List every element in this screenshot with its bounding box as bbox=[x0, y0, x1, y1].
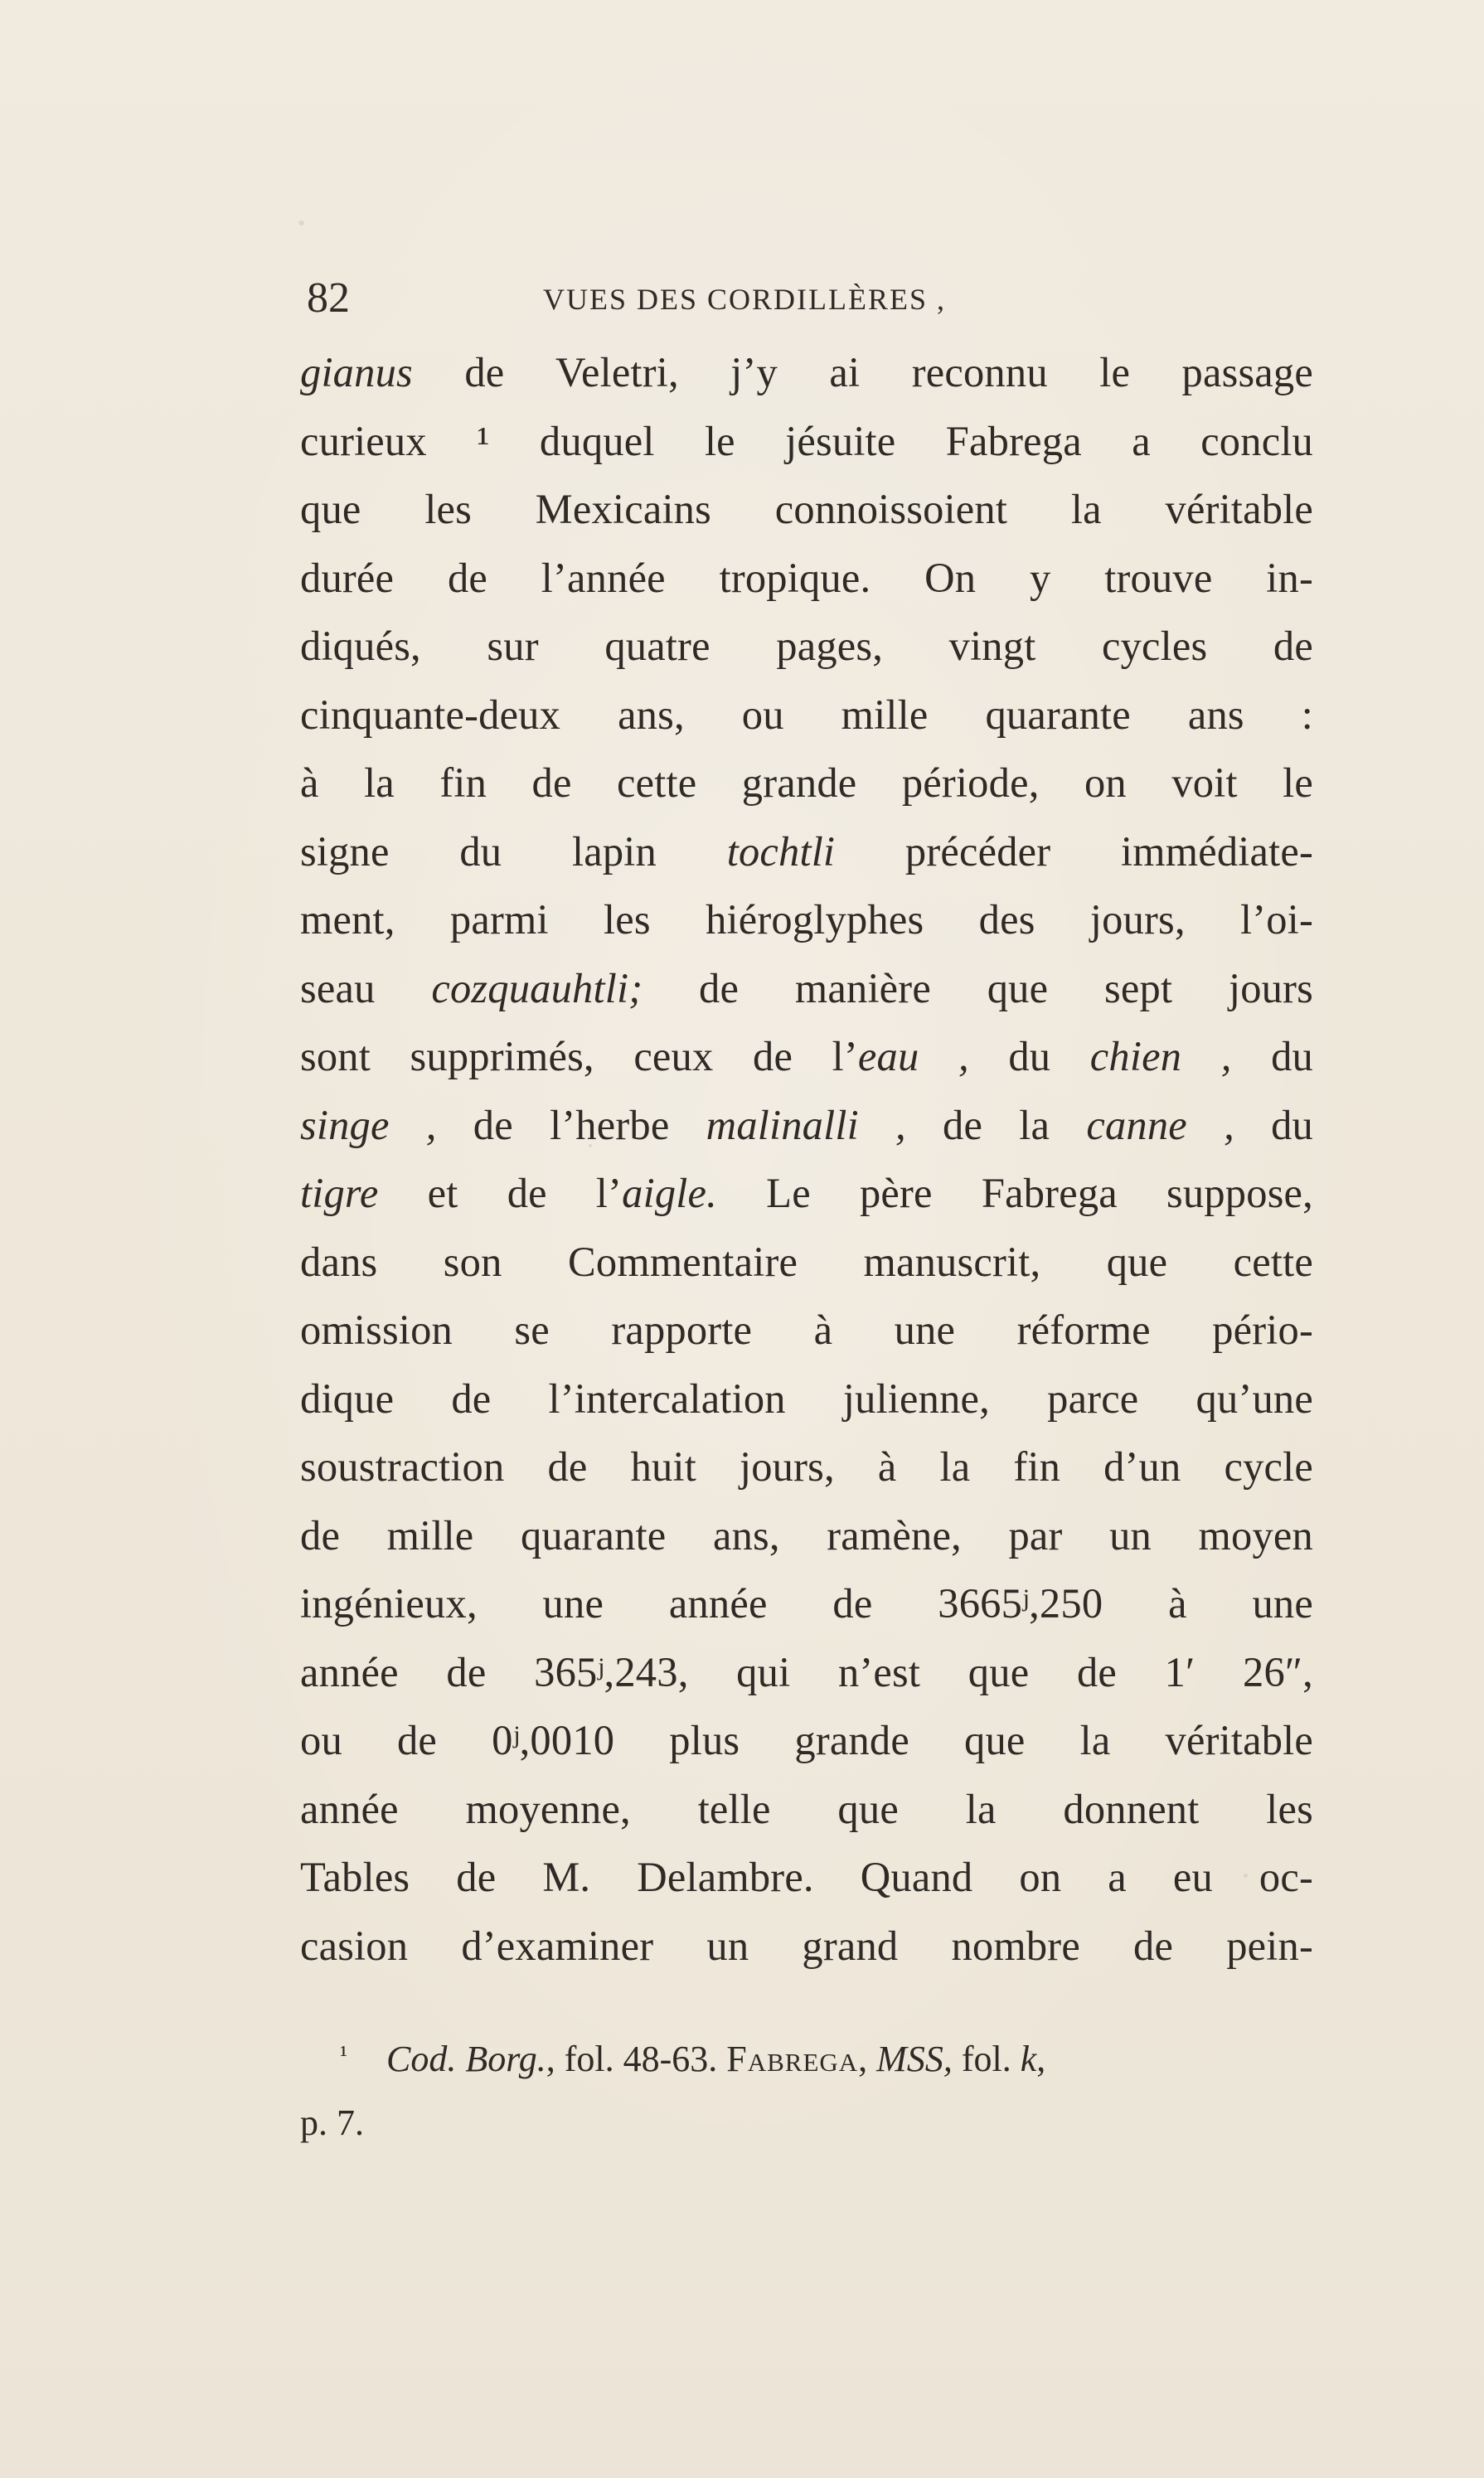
text-line: à la fin de cette grande période, on voit le bbox=[300, 759, 1313, 806]
text-line: signe du lapin tochtli précéder immédiate- bbox=[300, 827, 1313, 875]
text-line: année moyenne, telle que la donnent les bbox=[300, 1785, 1313, 1832]
text-line: ment, parmi les hiéroglyphes des jours, l’oi- bbox=[300, 896, 1313, 943]
text-line: sont supprimés, ceux de l’eau , du chien , du bbox=[300, 1033, 1314, 1079]
text-line: que les Mexicains connoissoient la véritable bbox=[300, 486, 1313, 532]
text-line: omission se rapporte à une réforme pério- bbox=[300, 1307, 1313, 1353]
text-line: tigre et de l’aigle. Le père Fabrega suppose, bbox=[300, 1170, 1313, 1216]
footnote-line-1 bbox=[300, 2021, 1313, 2089]
footnote-mark: ¹ bbox=[340, 2041, 347, 2068]
footnote bbox=[300, 2021, 1313, 2157]
text-line: cinquante-deux ans, ou mille quarante ans : bbox=[300, 691, 1313, 738]
text-line: dans son Commentaire manuscrit, que cette bbox=[300, 1238, 1313, 1285]
text-line: ingénieux, une année de 3665ʲ,250 à une bbox=[300, 1580, 1313, 1627]
text-line: Tables de M. Delambre. Quand on a eu oc- bbox=[300, 1854, 1313, 1900]
text-line: durée de l’année tropique. On y trouve in- bbox=[300, 554, 1313, 601]
text-line: casion d’examiner un grand nombre de pein- bbox=[300, 1922, 1313, 1969]
text-line: soustraction de huit jours, à la fin d’un cycle bbox=[300, 1443, 1313, 1490]
footnote-text: Cod. Borg., fol. 48-63. Fabrega, MSS, fol. k, bbox=[386, 2039, 1046, 2079]
footnote-continuation: p. 7. bbox=[300, 2102, 364, 2143]
text-line: de mille quarante ans, ramène, par un moyen bbox=[300, 1511, 1313, 1559]
running-title: VUES DES CORDILLÈRES , bbox=[543, 283, 947, 316]
text-line: seau cozquauhtli; de manière que sept jours bbox=[300, 964, 1314, 1011]
paper-spot bbox=[298, 221, 304, 225]
text-line: année de 365ʲ,243, qui n’est que de 1′ 26″, bbox=[300, 1648, 1313, 1695]
body-text bbox=[300, 338, 1313, 1980]
text-line: singe , de l’herbe malinalli , de la canne , du bbox=[300, 1101, 1314, 1148]
text-line: curieux ¹ duquel le jésuite Fabrega a conclu bbox=[300, 417, 1313, 464]
footnote-line-2 bbox=[300, 2089, 1313, 2157]
text-line: ou de 0ʲ,0010 plus grande que la véritable bbox=[300, 1717, 1313, 1763]
text-line: diqués, sur quatre pages, vingt cycles de bbox=[300, 623, 1313, 669]
page-number: 82 bbox=[307, 274, 350, 322]
text-line: gianus de Veletri, j’y ai reconnu le passage bbox=[300, 349, 1313, 395]
running-head bbox=[307, 274, 1069, 323]
text-line: dique de l’intercalation julienne, parce qu’une bbox=[300, 1375, 1313, 1422]
